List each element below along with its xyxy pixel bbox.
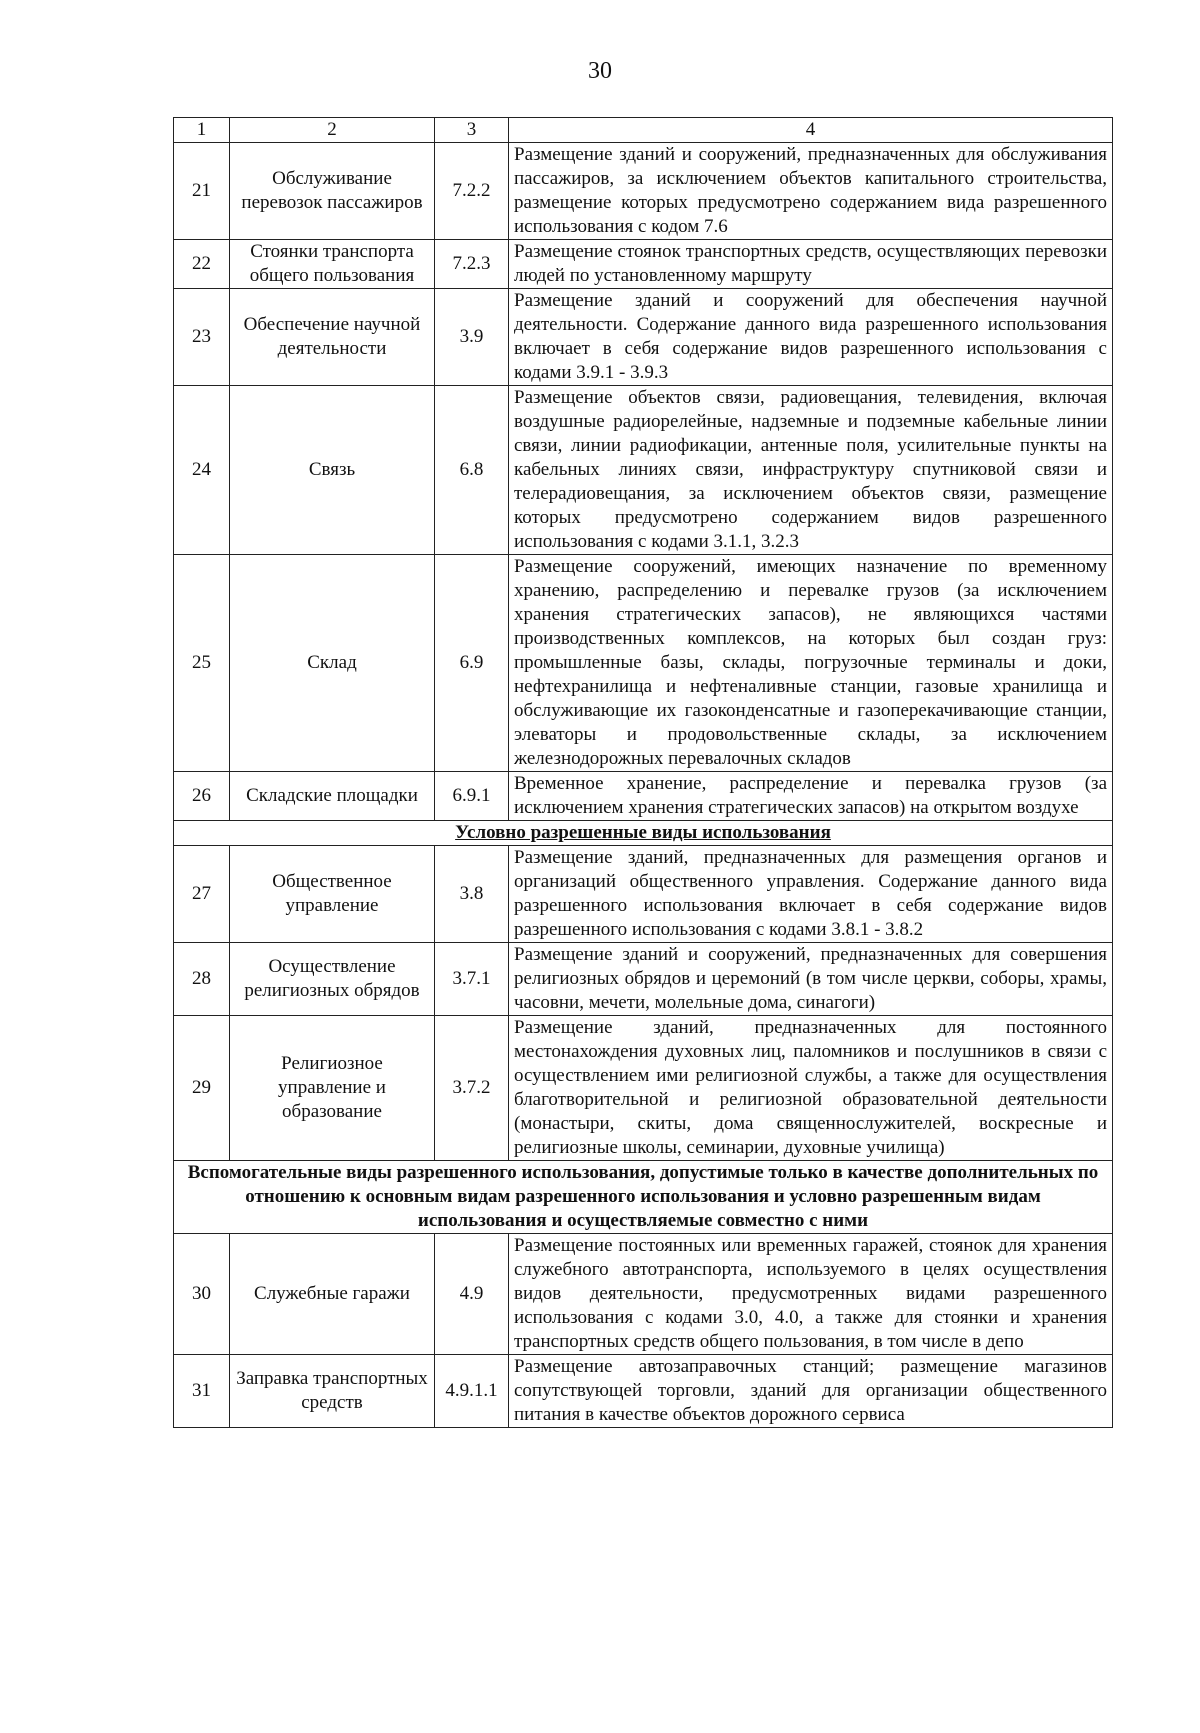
use-name: Складские площадки xyxy=(230,772,435,821)
use-name: Служебные гаражи xyxy=(230,1234,435,1355)
use-code: 4.9 xyxy=(435,1234,509,1355)
use-code: 3.9 xyxy=(435,289,509,386)
use-description: Размещение зданий и сооружений, предназначенных для совершения религиозных обрядов и церемоний (в том числе церкви, соборы, храмы, часовни, мечети, молельные дома, синагоги) xyxy=(509,943,1113,1016)
use-description: Размещение сооружений, имеющих назначение по временному хранению, распределению и перевалке грузов (за исключением хранения стратегических запасов), не являющихся частями производственных комплексов, на которых был создан груз: промышленные базы, склады, погрузочные терминалы и доки, нефтехранилища и нефтеналивные станции, газовые хранилища и обслуживающие их газоконденсатные и газоперекачивающие станции, элеваторы и продовольственные склады, за исключением железнодорожных перевалочных складов xyxy=(509,555,1113,772)
row-number: 28 xyxy=(174,943,230,1016)
row-number: 29 xyxy=(174,1016,230,1161)
use-name: Обслуживание перевозок пассажиров xyxy=(230,143,435,240)
row-number: 21 xyxy=(174,143,230,240)
use-name: Стоянки транспорта общего пользования xyxy=(230,240,435,289)
table-row xyxy=(174,143,1113,240)
use-code: 7.2.3 xyxy=(435,240,509,289)
table-row xyxy=(174,1016,1113,1161)
table-row xyxy=(174,772,1113,821)
land-use-table xyxy=(173,117,1113,1428)
use-code: 6.9 xyxy=(435,555,509,772)
row-number: 25 xyxy=(174,555,230,772)
section-heading-conditional: Условно разрешенные виды использования xyxy=(174,821,1113,846)
row-number: 24 xyxy=(174,386,230,555)
use-code: 4.9.1.1 xyxy=(435,1355,509,1428)
use-description: Временное хранение, распределение и перевалка грузов (за исключением хранения стратегических запасов) на открытом воздухе xyxy=(509,772,1113,821)
use-name: Склад xyxy=(230,555,435,772)
header-col-4: 4 xyxy=(509,118,1113,143)
use-name: Осуществление религиозных обрядов xyxy=(230,943,435,1016)
section-heading-auxiliary: Вспомогательные виды разрешенного использования, допустимые только в качестве дополнительных по отношению к основным видам разрешенного использования и условно разрешенным видам использования и осуществляемые совместно с ними xyxy=(174,1161,1113,1234)
row-number: 27 xyxy=(174,846,230,943)
use-name: Обеспечение научной деятельности xyxy=(230,289,435,386)
use-name: Религиозное управление и образование xyxy=(230,1016,435,1161)
use-code: 6.8 xyxy=(435,386,509,555)
use-description: Размещение автозаправочных станций; размещение магазинов сопутствующей торговли, зданий для организации общественного питания в качестве объектов дорожного сервиса xyxy=(509,1355,1113,1428)
table-row xyxy=(174,943,1113,1016)
row-number: 22 xyxy=(174,240,230,289)
use-name: Связь xyxy=(230,386,435,555)
table-row xyxy=(174,386,1113,555)
use-code: 6.9.1 xyxy=(435,772,509,821)
table-row xyxy=(174,846,1113,943)
use-description: Размещение объектов связи, радиовещания, телевидения, включая воздушные радиорелейные, надземные и подземные кабельные линии связи, линии радиофикации, антенные поля, усилительные пункты на кабельных линиях связи, инфраструктуру спутниковой связи и телерадиовещания, за исключением объектов связи, размещение которых предусмотрено содержанием видов разрешенного использования с кодами 3.1.1, 3.2.3 xyxy=(509,386,1113,555)
use-description: Размещение зданий, предназначенных для постоянного местонахождения духовных лиц, паломников и послушников в связи с осуществлением ими религиозной службы, а также для осуществления благотворительной и религиозной образовательной деятельности (монастыри, скиты, дома священнослужителей, воскресные и религиозные школы, семинарии, духовные училища) xyxy=(509,1016,1113,1161)
header-col-2: 2 xyxy=(230,118,435,143)
use-description: Размещение зданий, предназначенных для размещения органов и организаций общественного управления. Содержание данного вида разрешенного использования включает в себя содержание видов разрешенного использования с кодами 3.8.1 - 3.8.2 xyxy=(509,846,1113,943)
header-col-3: 3 xyxy=(435,118,509,143)
use-description: Размещение зданий и сооружений для обеспечения научной деятельности. Содержание данного вида разрешенного использования включает в себя содержание видов разрешенного использования с кодами 3.9.1 - 3.9.3 xyxy=(509,289,1113,386)
page-number: 30 xyxy=(588,58,612,84)
table-row xyxy=(174,240,1113,289)
use-description: Размещение постоянных или временных гаражей, стоянок для хранения служебного автотранспорта, используемого в целях осуществления видов деятельности, предусмотренных видами разрешенного использования с кодами 3.0, 4.0, а также для стоянки и хранения транспортных средств общего пользования, в том числе в депо xyxy=(509,1234,1113,1355)
use-name: Общественное управление xyxy=(230,846,435,943)
use-code: 7.2.2 xyxy=(435,143,509,240)
header-col-1: 1 xyxy=(174,118,230,143)
row-number: 31 xyxy=(174,1355,230,1428)
table-row xyxy=(174,555,1113,772)
table-header-row xyxy=(174,118,1113,143)
row-number: 30 xyxy=(174,1234,230,1355)
row-number: 23 xyxy=(174,289,230,386)
use-code: 3.7.1 xyxy=(435,943,509,1016)
row-number: 26 xyxy=(174,772,230,821)
use-code: 3.8 xyxy=(435,846,509,943)
use-description: Размещение стоянок транспортных средств, осуществляющих перевозки людей по установленному маршруту xyxy=(509,240,1113,289)
use-description: Размещение зданий и сооружений, предназначенных для обслуживания пассажиров, за исключением объектов капитального строительства, размещение которых предусмотрено содержанием вида разрешенного использования с кодом 7.6 xyxy=(509,143,1113,240)
use-name: Заправка транспортных средств xyxy=(230,1355,435,1428)
section-heading-row xyxy=(174,821,1113,846)
table-row xyxy=(174,1234,1113,1355)
section-heading-row xyxy=(174,1161,1113,1234)
table-row xyxy=(174,289,1113,386)
table-row xyxy=(174,1355,1113,1428)
use-code: 3.7.2 xyxy=(435,1016,509,1161)
